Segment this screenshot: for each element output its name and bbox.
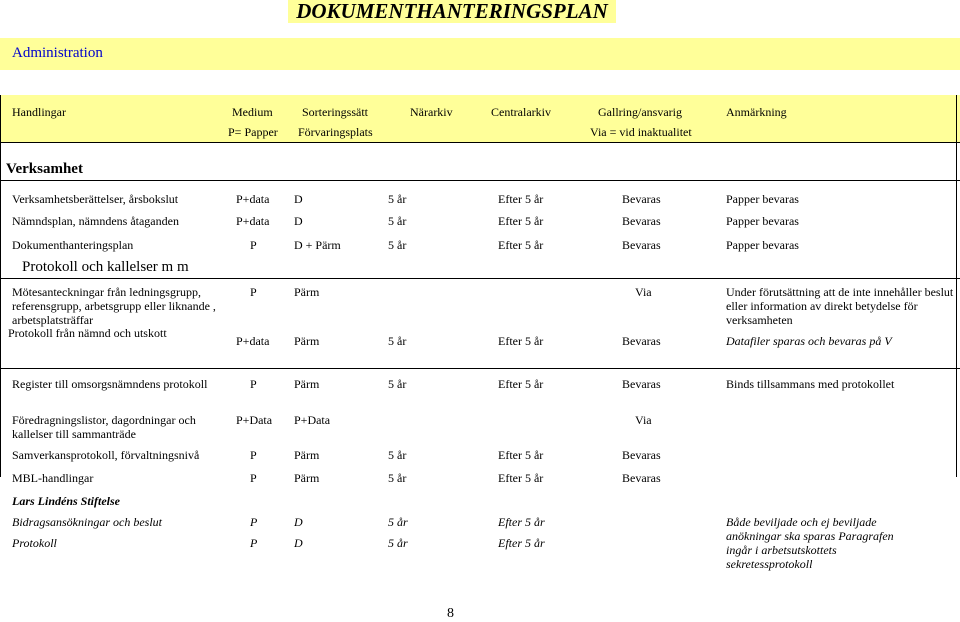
row4-sort: Pärm — [294, 285, 320, 299]
row6-medium: P — [250, 377, 257, 391]
row11-sort: D — [294, 536, 303, 550]
row3-name: Dokumenthanteringsplan — [12, 238, 134, 252]
row10-sort: D — [294, 515, 303, 529]
row10-anm: Både beviljade och ej beviljade anökningar ska sparas Paragrafen ingår i arbetsutskottets sekretessprotokoll — [726, 515, 894, 571]
row7-medium: P+Data — [236, 413, 273, 427]
row4-anm: Under förutsättning att de inte innehåller beslut eller information av direkt betydelse för verksamheten — [726, 285, 954, 327]
row5-anm: Datafiler sparas och bevaras på V — [726, 334, 892, 348]
row1-gallring: Bevaras — [622, 192, 661, 206]
row3-central: Efter 5 år — [498, 238, 544, 252]
column-header-bar — [0, 95, 960, 143]
row6-anm: Binds tillsammans med protokollet — [726, 377, 895, 391]
row4-medium: P — [250, 285, 257, 299]
administration-label: Administration — [12, 45, 103, 61]
row2-anm: Papper bevaras — [726, 214, 799, 228]
row1-central: Efter 5 år — [498, 192, 544, 206]
row2-gallring: Bevaras — [622, 214, 661, 228]
header-gallring: Gallring/ansvarig — [598, 105, 682, 119]
row3-anm: Papper bevaras — [726, 238, 799, 252]
grid-line — [0, 95, 1, 477]
header-medium-sub: P= Papper — [228, 125, 278, 139]
row5-nar: 5 år — [388, 334, 407, 348]
row10-nar: 5 år — [388, 515, 408, 529]
row8-name: Samverkansprotokoll, förvaltningsnivå — [12, 448, 200, 462]
row2-name: Nämndsplan, nämndens åtaganden — [12, 214, 179, 228]
row8-gallring: Bevaras — [622, 448, 661, 462]
row3-nar: 5 år — [388, 238, 407, 252]
row10-medium: P — [250, 515, 258, 529]
row9-nar: 5 år — [388, 471, 407, 485]
row8-central: Efter 5 år — [498, 448, 544, 462]
header-centralarkiv: Centralarkiv — [491, 105, 551, 119]
row2-sort: D — [294, 214, 303, 228]
page-number: 8 — [447, 606, 454, 621]
row1-name: Verksamhetsberättelser, årsbokslut — [12, 192, 179, 206]
section-verksamhet: Verksamhet — [6, 161, 83, 177]
grid-line — [0, 180, 960, 181]
row10-central: Efter 5 år — [498, 515, 545, 529]
row1-medium: P+data — [236, 192, 270, 206]
row1-nar: 5 år — [388, 192, 407, 206]
row9-sort: Pärm — [294, 471, 320, 485]
header-ararkiv: Närarkiv — [410, 105, 453, 119]
row7-sort: P+Data — [294, 413, 331, 427]
grid-line — [0, 142, 960, 143]
row2-central: Efter 5 år — [498, 214, 544, 228]
row4-name: Mötesanteckningar från ledningsgrupp, referensgrupp, arbetsgrupp eller liknande , arbetsplatsträffar — [12, 285, 216, 327]
row8-sort: Pärm — [294, 448, 320, 462]
row6-name: Register till omsorgsnämndens protokoll — [12, 377, 208, 391]
row6-sort: Pärm — [294, 377, 320, 391]
row5-sort: Pärm — [294, 334, 320, 348]
row10-name: Bidragsansökningar och beslut — [12, 515, 162, 529]
row5-gallring: Bevaras — [622, 334, 661, 348]
row2-nar: 5 år — [388, 214, 407, 228]
row3-medium: P — [250, 238, 257, 252]
header-sorteringssatt: Sorteringssätt — [302, 105, 368, 119]
grid-line — [0, 278, 960, 279]
row11-nar: 5 år — [388, 536, 408, 550]
row11-name: Protokoll — [12, 536, 57, 550]
row6-gallring: Bevaras — [622, 377, 661, 391]
row4-gallring: Via — [635, 285, 652, 299]
row11-medium: P — [250, 536, 258, 550]
row7-gallring: Via — [635, 413, 652, 427]
row5-central: Efter 5 år — [498, 334, 544, 348]
grid-line — [0, 368, 960, 369]
row3-gallring: Bevaras — [622, 238, 661, 252]
row3-sort: D + Pärm — [294, 238, 341, 252]
row5-medium: P+data — [236, 334, 270, 348]
document-title: DOKUMENTHANTERINGSPLAN — [288, 0, 616, 23]
header-handlingar: Handlingar — [12, 105, 66, 119]
row2-medium: P+data — [236, 214, 270, 228]
row1-sort: D — [294, 192, 303, 206]
row9-medium: P — [250, 471, 257, 485]
section-lars-lindens-stiftelse: Lars Lindéns Stiftelse — [12, 494, 121, 508]
row9-name: MBL-handlingar — [12, 471, 94, 485]
row1-anm: Papper bevaras — [726, 192, 799, 206]
header-sorteringssatt-sub: Förvaringsplats — [298, 125, 373, 139]
header-medium: Medium — [232, 105, 273, 119]
section-protokoll: Protokoll och kallelser m m — [22, 259, 189, 275]
row6-central: Efter 5 år — [498, 377, 544, 391]
header-gallring-sub: Via = vid inaktualitet — [590, 125, 692, 139]
row5-name: Protokoll från nämnd och utskott — [8, 326, 167, 340]
administration-bar — [0, 38, 960, 70]
row11-central: Efter 5 år — [498, 536, 545, 550]
header-anmarkning: Anmärkning — [726, 105, 787, 119]
row7-name: Föredragningslistor, dagordningar och kallelser till sammanträde — [12, 413, 196, 441]
grid-line — [956, 95, 957, 477]
row8-nar: 5 år — [388, 448, 407, 462]
row9-gallring: Bevaras — [622, 471, 661, 485]
row9-central: Efter 5 år — [498, 471, 544, 485]
row8-medium: P — [250, 448, 257, 462]
row6-nar: 5 år — [388, 377, 407, 391]
